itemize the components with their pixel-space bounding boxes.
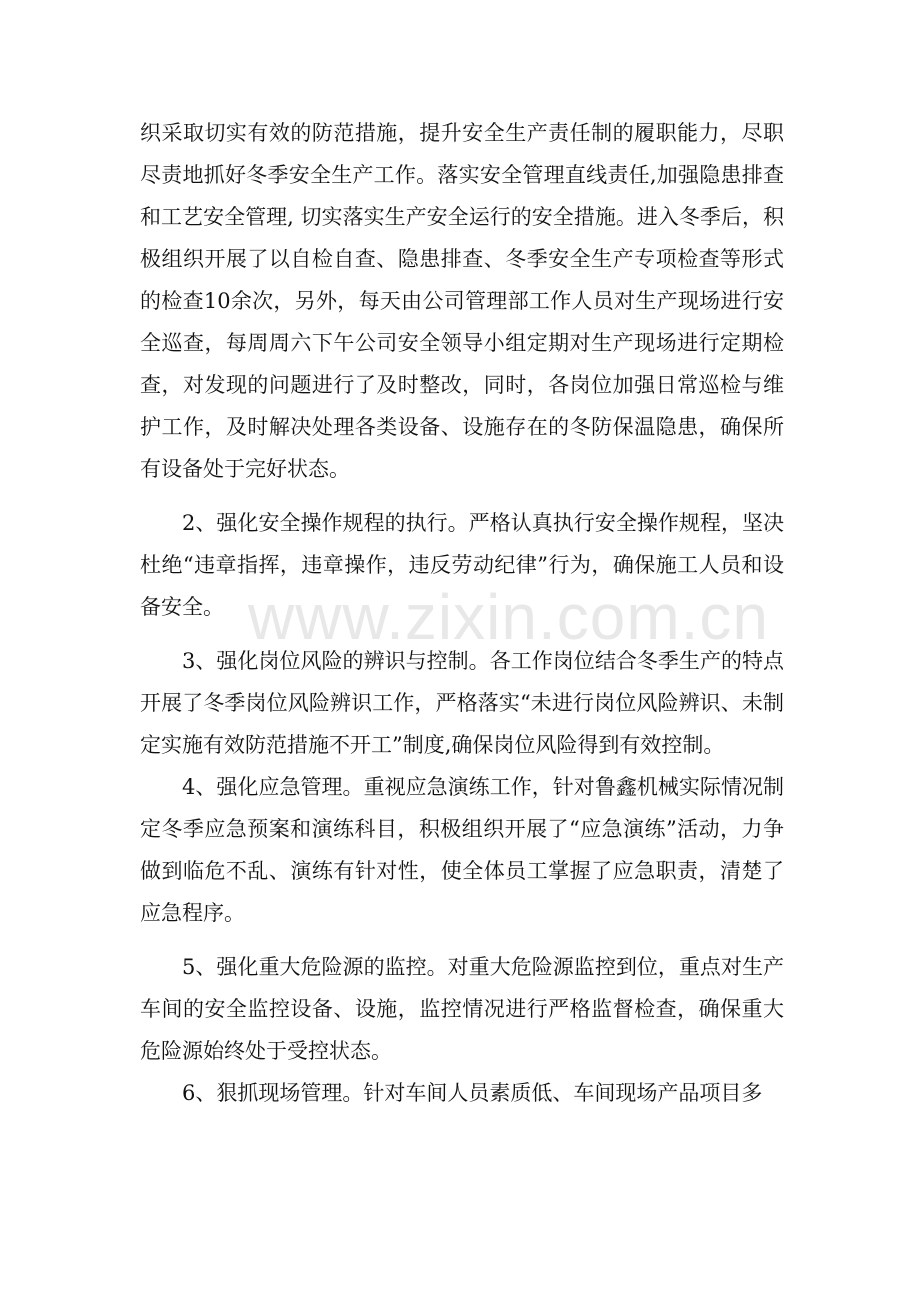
- paragraph-safety-measures: 织采取切实有效的防范措施，提升安全生产责任制的履职能力，尽职尽责地抓好冬季安全生产工作。落实安全管理直线责任,加强隐患排查和工艺安全管理, 切实落实生产安全运行的安全措施。进入冬季后，积极组织开展了以自检自查、隐患排查、冬季安全生产专项检查等形式的检查10余次，另外，每天由公司管理部工作人员对生产现场进行安全巡查，每周周六下午公司安全领导小组定期对生产现场进行定期检查，对发现的问题进行了及时整改，同时，各岗位加强日常巡检与维护工作，及时解决处理各类设备、设施存在的冬防保温隐患，确保所有设备处于完好状态。: [140, 121, 784, 481]
- paragraph-risk-control: 3、强化岗位风险的辨识与控制。各工作岗位结合冬季生产的特点开展了冬季岗位风险辨识工作，严格落实“未进行岗位风险辨识、未制定实施有效防范措施不开工”制度,确保岗位风险得到有效控制。: [140, 649, 784, 757]
- paragraph-site-management: 6、狠抓现场管理。针对车间人员素质低、车间现场产品项目多: [182, 1081, 763, 1105]
- paragraph-hazard-monitoring: 5、强化重大危险源的监控。对重大危险源监控到位，重点对生产车间的安全监控设备、设施，监控情况进行严格监督检查，确保重大危险源始终处于受控状态。: [140, 955, 784, 1063]
- watermark: www.zixin.com.cn: [248, 581, 769, 653]
- document-body: [140, 112, 784, 1114]
- paragraph-operating-rules: 2、强化安全操作规程的执行。严格认真执行安全操作规程，坚决杜绝“违章指挥，违章操作，违反劳动纪律”行为，确保施工人员和设备安全。: [140, 511, 784, 619]
- paragraph-emergency-management: 4、强化应急管理。重视应急演练工作，针对鲁鑫机械实际情况制定冬季应急预案和演练科目，积极组织开展了“应急演练”活动，力争做到临危不乱、演练有针对性，使全体员工掌握了应急职责，清楚了应急程序。: [140, 775, 784, 925]
